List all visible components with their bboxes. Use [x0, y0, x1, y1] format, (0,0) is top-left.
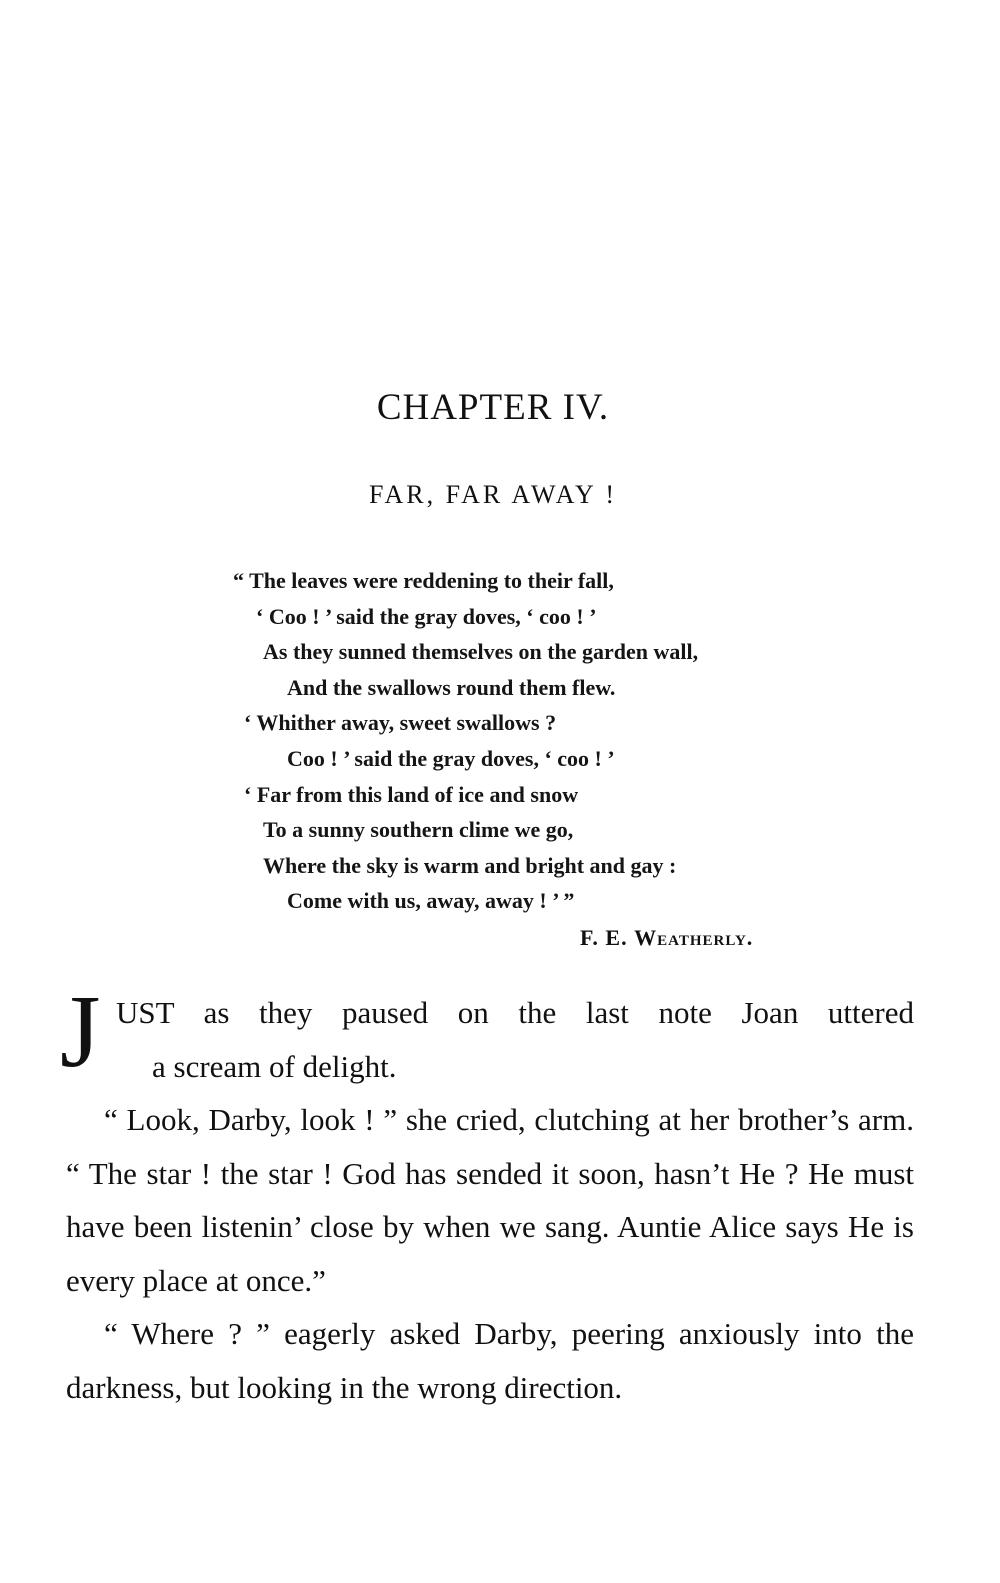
- poem-line-3: As they sunned themselves on the garden wall,: [263, 639, 699, 665]
- poem-line-10: Come with us, away, away ! ’ ”: [287, 888, 575, 914]
- poem-line-4: And the swallows round them flew.: [287, 674, 616, 700]
- poem-line-1: “ The leaves were reddening to their fall,: [233, 568, 614, 593]
- paragraph-look-darby: “ Look, Darby, look ! ” she cried, clutching at her brother’s arm. “ The star ! the star ! God has sended it soon, hasn’t He ? He must have been listenin’ close by when we sang. Auntie Alice says He is every place at once.”: [66, 1102, 914, 1298]
- poem-line-2: ‘ Coo ! ’ said the gray doves, ‘ coo ! ’: [256, 603, 597, 629]
- chapter-body: [60, 974, 914, 1414]
- chapter-subtitle: FAR, FAR AWAY !: [368, 480, 618, 509]
- drop-cap-letter: J: [60, 974, 101, 1089]
- opening-paragraph: [60, 974, 914, 1093]
- epigraph-poem: [0, 563, 1000, 919]
- chapter-title: CHAPTER IV.: [376, 387, 610, 428]
- opening-line-1: UST as they paused on the last note Joan uttered: [116, 995, 914, 1030]
- paragraph-where: “ Where ? ” eagerly asked Darby, peering anxiously into the darkness, but looking in the wrong direction.: [66, 1316, 914, 1405]
- poem-line-9: Where the sky is warm and bright and gay :: [263, 852, 677, 878]
- poem-line-5: ‘ Whither away, sweet swallows ?: [244, 710, 557, 736]
- poem-line-6: Coo ! ’ said the gray doves, ‘ coo ! ’: [287, 745, 615, 771]
- attribution-initials: F. E.: [580, 925, 635, 950]
- attribution-name: Weatherly.: [634, 925, 754, 950]
- poem-line-7: ‘ Far from this land of ice and snow: [244, 781, 579, 807]
- opening-line-2: a scream of delight.: [152, 1048, 397, 1084]
- poem-attribution: [580, 925, 753, 951]
- poem-line-8: To a sunny southern clime we go,: [263, 817, 574, 843]
